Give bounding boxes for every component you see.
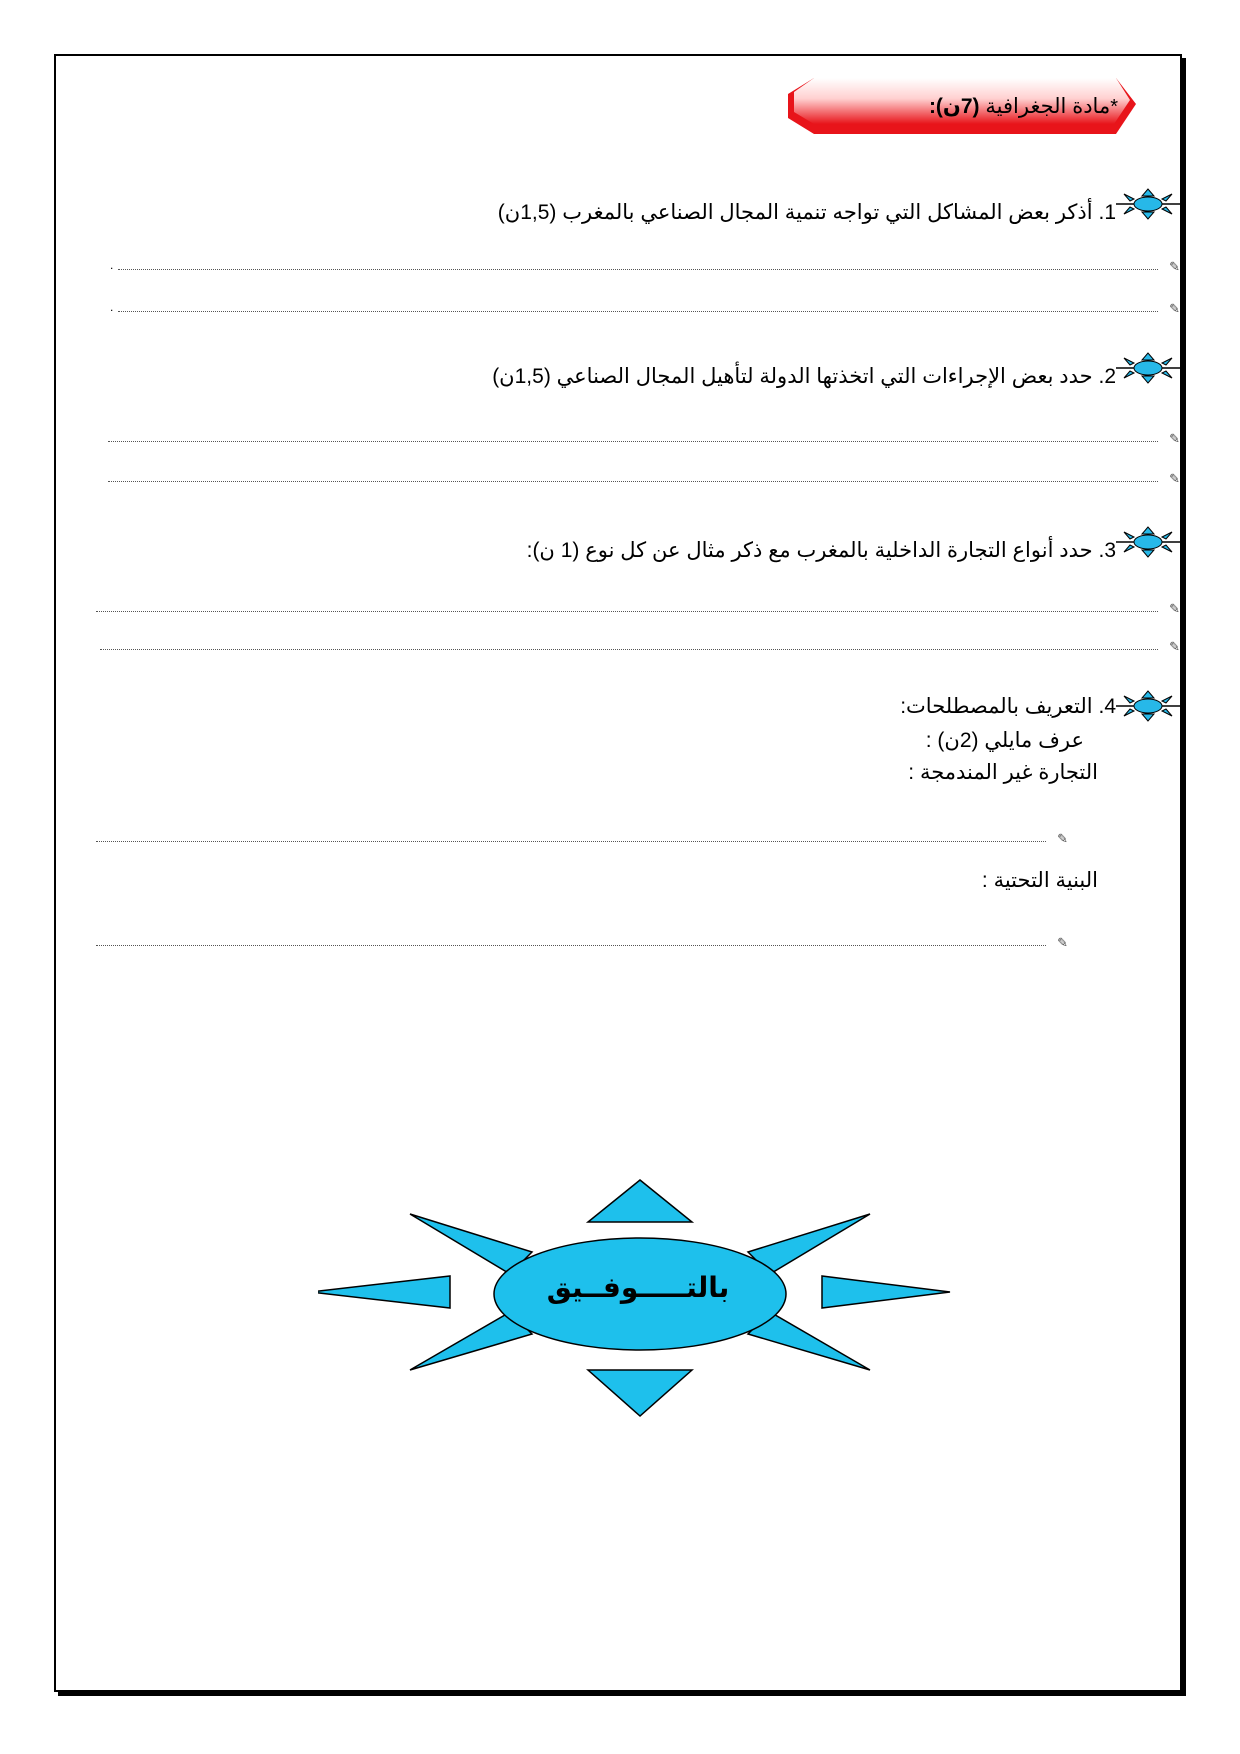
sun-bullet-icon	[1116, 526, 1180, 558]
ray-top	[588, 1180, 692, 1222]
question-3-number: 3.	[1098, 539, 1116, 562]
pen-icon: ✎	[1169, 601, 1180, 616]
answer-line-4a[interactable]	[96, 826, 1068, 846]
pen-icon: ✎	[1057, 935, 1068, 950]
answer-line-2a[interactable]	[108, 426, 1180, 446]
subject-label: مادة الجغرافية	[985, 95, 1111, 118]
sun-bullet-icon	[1116, 690, 1180, 722]
answer-line-3b[interactable]	[100, 634, 1180, 654]
closing-sun	[318, 1178, 958, 1418]
ray-left	[318, 1276, 450, 1308]
pen-icon: ✎	[1169, 301, 1180, 316]
question-2	[492, 364, 1116, 389]
question-1-number: 1.	[1098, 201, 1116, 224]
subject-points: (7ن):	[928, 95, 980, 118]
answer-line-1a[interactable]: . ✎	[110, 258, 1180, 274]
pen-icon: ✎	[1169, 471, 1180, 486]
answer-line-4b[interactable]	[96, 930, 1068, 950]
sun-bullet-icon	[1116, 188, 1180, 220]
question-3	[527, 538, 1116, 563]
answer-line-1b[interactable]: . ✎	[110, 300, 1180, 316]
definition-term-2: البنية التحتية :	[981, 869, 1098, 892]
closing-text: بالتـــــوفــيق	[546, 1272, 730, 1303]
subject-title	[929, 94, 1118, 119]
question-3-text: حدد أنواع التجارة الداخلية بالمغرب مع ذكر مثال عن كل نوع (1 ن):	[526, 539, 1093, 562]
pen-icon: ✎	[1169, 431, 1180, 446]
question-2-number: 2.	[1098, 365, 1116, 388]
question-2-text: حدد بعض الإجراءات التي اتخذتها الدولة لتأهيل المجال الصناعي (1,5ن)	[492, 365, 1093, 388]
definition-instruction: عرف مايلي (2ن) :	[925, 729, 1084, 752]
answer-line-3a[interactable]	[96, 596, 1180, 616]
definition-term-1: التجارة غير المندمجة :	[908, 761, 1098, 784]
answer-line-2b[interactable]	[108, 466, 1180, 486]
pen-icon: ✎	[1169, 259, 1180, 274]
pen-icon: ✎	[1057, 831, 1068, 846]
subject-prefix: *	[1110, 96, 1118, 118]
ray-bottom	[588, 1370, 692, 1416]
sun-bullet-icon	[1116, 352, 1180, 384]
pen-icon: ✎	[1169, 639, 1180, 654]
question-1-text: أذكر بعض المشاكل التي تواجه تنمية المجال الصناعي بالمغرب (1,5ن)	[497, 201, 1093, 224]
question-4-text: التعريف بالمصطلحات:	[900, 695, 1093, 718]
question-1	[498, 200, 1116, 225]
ray-right	[822, 1276, 950, 1308]
question-4-number: 4.	[1098, 695, 1116, 718]
subject-banner	[784, 74, 1140, 138]
question-4	[900, 694, 1116, 719]
